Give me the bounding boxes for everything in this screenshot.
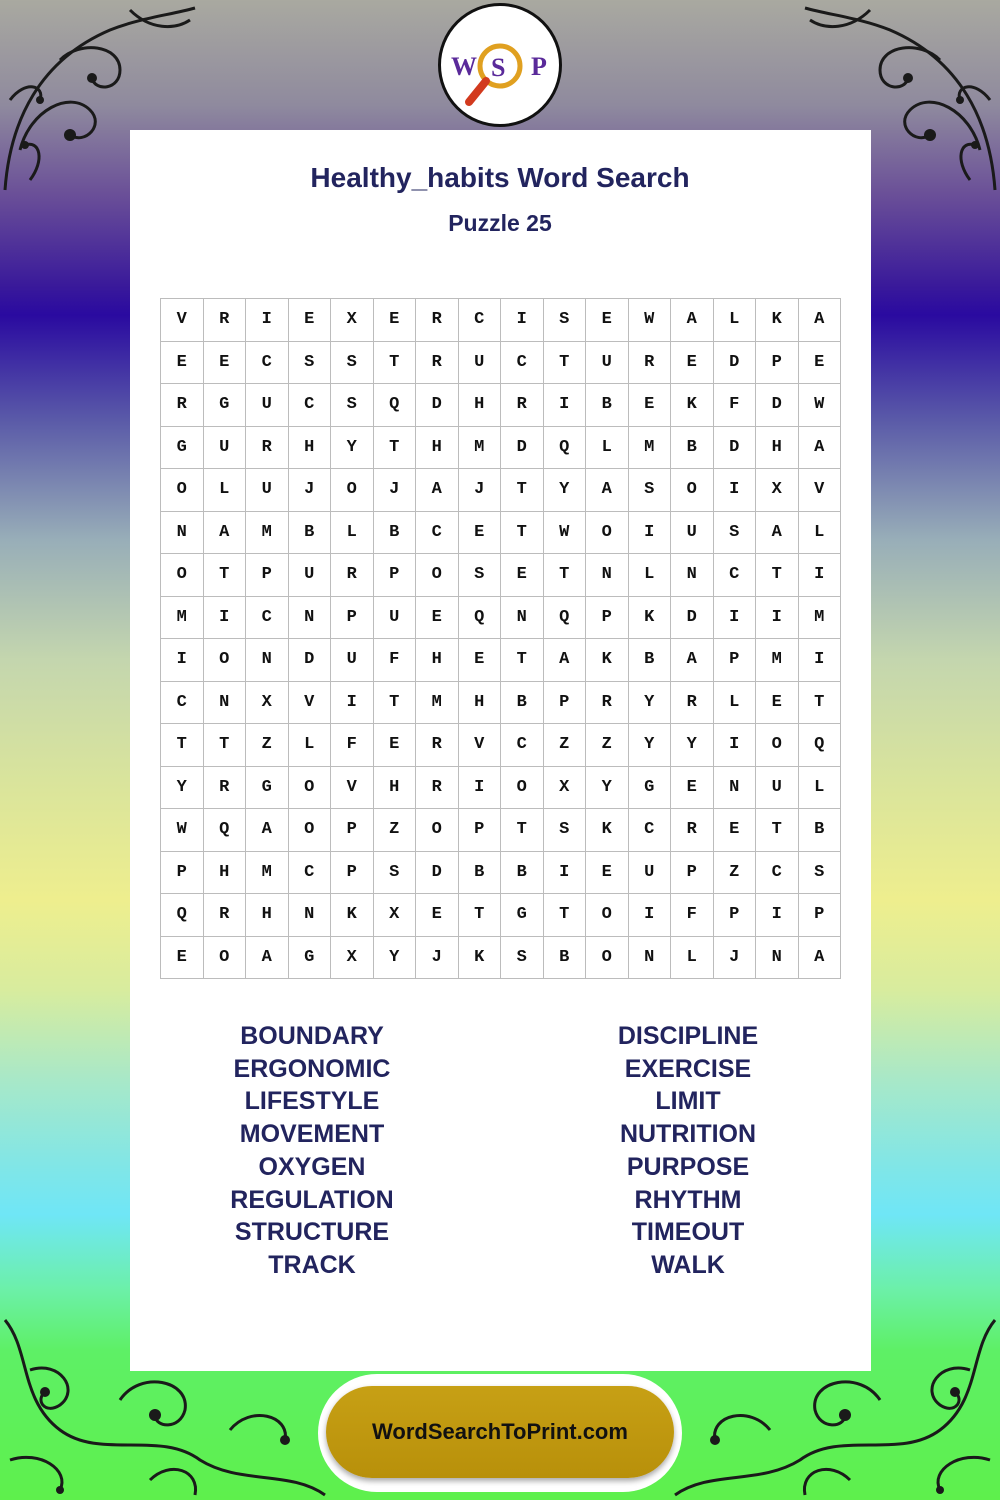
grid-cell[interactable]: R (416, 299, 459, 342)
grid-cell[interactable]: R (586, 682, 629, 725)
grid-cell[interactable]: T (204, 724, 247, 767)
grid-cell[interactable]: S (331, 384, 374, 427)
grid-cell[interactable]: D (714, 427, 757, 470)
grid-cell[interactable]: K (459, 937, 502, 980)
grid-cell[interactable]: L (629, 554, 672, 597)
grid-cell[interactable]: X (331, 299, 374, 342)
grid-cell[interactable]: S (331, 342, 374, 385)
word-item: ERGONOMIC (233, 1054, 391, 1083)
grid-cell[interactable]: P (799, 894, 842, 937)
grid-cell[interactable]: N (161, 512, 204, 555)
grid-cell[interactable]: U (246, 384, 289, 427)
grid-cell[interactable]: C (246, 342, 289, 385)
grid-cell[interactable]: I (161, 639, 204, 682)
grid-cell[interactable]: K (586, 639, 629, 682)
grid-cell[interactable]: F (714, 384, 757, 427)
grid-cell[interactable]: M (161, 597, 204, 640)
grid-cell[interactable]: Q (544, 427, 587, 470)
grid-cell[interactable]: O (416, 809, 459, 852)
grid-cell[interactable]: A (671, 299, 714, 342)
grid-cell[interactable]: L (714, 682, 757, 725)
grid-cell[interactable]: I (246, 299, 289, 342)
grid-cell[interactable]: W (161, 809, 204, 852)
grid-cell[interactable]: I (756, 597, 799, 640)
grid-cell[interactable]: Y (671, 724, 714, 767)
grid-cell[interactable]: A (544, 639, 587, 682)
grid-cell[interactable]: L (799, 767, 842, 810)
grid-cell[interactable]: H (459, 384, 502, 427)
grid-cell[interactable]: L (714, 299, 757, 342)
grid-cell[interactable]: N (246, 639, 289, 682)
grid-cell[interactable]: X (374, 894, 417, 937)
grid-cell[interactable]: U (671, 512, 714, 555)
grid-cell[interactable]: X (331, 937, 374, 980)
grid-cell[interactable]: M (756, 639, 799, 682)
grid-cell[interactable]: Y (629, 682, 672, 725)
grid-cell[interactable]: A (799, 937, 842, 980)
grid-cell[interactable]: P (374, 554, 417, 597)
grid-cell[interactable]: H (374, 767, 417, 810)
grid-cell[interactable]: R (416, 724, 459, 767)
grid-cell[interactable]: E (756, 682, 799, 725)
word-item: DISCIPLINE (617, 1022, 759, 1050)
grid-cell[interactable]: G (501, 894, 544, 937)
grid-cell[interactable]: C (246, 597, 289, 640)
grid-cell[interactable]: I (501, 299, 544, 342)
grid-cell[interactable]: N (756, 937, 799, 980)
grid-cell[interactable]: A (416, 469, 459, 512)
grid-cell[interactable]: E (374, 299, 417, 342)
wsp-logo[interactable] (438, 3, 562, 127)
grid-cell[interactable]: M (799, 597, 842, 640)
grid-cell[interactable]: D (756, 384, 799, 427)
grid-cell[interactable]: A (799, 299, 842, 342)
grid-cell[interactable]: T (374, 682, 417, 725)
grid-cell[interactable]: O (756, 724, 799, 767)
grid-cell[interactable]: S (799, 852, 842, 895)
word-item: STRUCTURE (234, 1218, 390, 1247)
grid-cell[interactable]: Q (161, 894, 204, 937)
grid-cell[interactable]: T (544, 894, 587, 937)
grid-cell[interactable]: T (501, 639, 544, 682)
word-item: RHYTHM (634, 1185, 742, 1214)
grid-cell[interactable]: U (289, 554, 332, 597)
grid-cell[interactable]: O (204, 639, 247, 682)
grid-cell[interactable]: V (459, 724, 502, 767)
grid-cell[interactable]: I (544, 852, 587, 895)
grid-cell[interactable]: C (629, 809, 672, 852)
grid-cell[interactable]: F (671, 894, 714, 937)
grid-cell[interactable]: C (161, 682, 204, 725)
grid-cell[interactable]: N (629, 937, 672, 980)
grid-cell[interactable]: R (671, 682, 714, 725)
grid-cell[interactable]: Y (629, 724, 672, 767)
word-item: BOUNDARY (240, 1022, 384, 1050)
grid-cell[interactable]: E (416, 597, 459, 640)
grid-cell[interactable]: L (671, 937, 714, 980)
grid-cell[interactable]: Y (161, 767, 204, 810)
grid-cell[interactable]: P (586, 597, 629, 640)
word-item: EXERCISE (624, 1054, 752, 1083)
grid-cell[interactable]: N (714, 767, 757, 810)
grid-cell[interactable]: R (671, 809, 714, 852)
grid-cell[interactable]: O (586, 937, 629, 980)
grid-cell[interactable]: C (416, 512, 459, 555)
grid-cell[interactable]: U (246, 469, 289, 512)
grid-cell[interactable]: T (374, 342, 417, 385)
grid-cell[interactable]: E (671, 767, 714, 810)
grid-cell[interactable]: X (544, 767, 587, 810)
grid-cell[interactable]: I (799, 554, 842, 597)
grid-cell[interactable]: Q (459, 597, 502, 640)
grid-cell[interactable]: V (331, 767, 374, 810)
grid-cell[interactable]: Q (204, 809, 247, 852)
puzzle-number: Puzzle 25 (448, 210, 552, 236)
grid-cell[interactable]: I (629, 894, 672, 937)
grid-cell[interactable]: G (246, 767, 289, 810)
grid-cell[interactable]: T (374, 427, 417, 470)
grid-cell[interactable]: B (501, 682, 544, 725)
grid-cell[interactable]: W (629, 299, 672, 342)
grid-cell[interactable]: H (204, 852, 247, 895)
grid-cell[interactable]: G (289, 937, 332, 980)
grid-cell[interactable]: I (331, 682, 374, 725)
grid-cell[interactable]: P (331, 809, 374, 852)
grid-cell[interactable]: N (586, 554, 629, 597)
grid-cell[interactable]: J (416, 937, 459, 980)
grid-cell[interactable]: D (501, 427, 544, 470)
grid-cell[interactable]: E (161, 937, 204, 980)
grid-cell[interactable]: P (331, 597, 374, 640)
grid-cell[interactable]: R (161, 384, 204, 427)
grid-cell[interactable]: T (501, 809, 544, 852)
grid-cell[interactable]: R (246, 427, 289, 470)
grid-cell[interactable]: B (374, 512, 417, 555)
grid-cell[interactable]: G (161, 427, 204, 470)
grid-cell[interactable]: T (204, 554, 247, 597)
grid-cell[interactable]: T (756, 809, 799, 852)
word-list-left (162, 1020, 462, 1282)
grid-cell[interactable]: E (629, 384, 672, 427)
grid-cell[interactable]: W (544, 512, 587, 555)
logo-letter-w: W (451, 52, 477, 81)
grid-cell[interactable]: D (714, 342, 757, 385)
grid-cell[interactable]: P (246, 554, 289, 597)
word-item: PURPOSE (626, 1152, 750, 1181)
grid-cell[interactable]: O (586, 894, 629, 937)
grid-cell[interactable]: U (629, 852, 672, 895)
grid-cell[interactable]: T (544, 342, 587, 385)
grid-cell[interactable]: T (501, 512, 544, 555)
grid-cell[interactable]: P (544, 682, 587, 725)
grid-cell[interactable]: O (161, 554, 204, 597)
grid-cell[interactable]: E (586, 299, 629, 342)
grid-cell[interactable]: E (586, 852, 629, 895)
grid-cell[interactable]: X (246, 682, 289, 725)
grid-cell[interactable]: N (204, 682, 247, 725)
grid-cell[interactable]: I (459, 767, 502, 810)
grid-cell[interactable]: Z (374, 809, 417, 852)
grid-cell[interactable]: P (714, 894, 757, 937)
grid-cell[interactable]: Z (714, 852, 757, 895)
grid-cell[interactable]: C (289, 852, 332, 895)
grid-cell[interactable]: P (671, 852, 714, 895)
grid-cell[interactable]: T (756, 554, 799, 597)
grid-cell[interactable]: O (331, 469, 374, 512)
grid-cell[interactable]: P (331, 852, 374, 895)
grid-cell[interactable]: J (374, 469, 417, 512)
grid-cell[interactable]: O (586, 512, 629, 555)
grid-cell[interactable]: O (501, 767, 544, 810)
word-item: NUTRITION (619, 1120, 757, 1149)
grid-cell[interactable]: N (671, 554, 714, 597)
grid-cell[interactable]: E (671, 342, 714, 385)
grid-cell[interactable]: E (416, 894, 459, 937)
site-link-button[interactable]: WordSearchToPrint.com (326, 1386, 674, 1478)
grid-cell[interactable]: B (501, 852, 544, 895)
grid-cell[interactable]: M (459, 427, 502, 470)
grid-cell[interactable]: T (544, 554, 587, 597)
grid-cell[interactable]: A (756, 512, 799, 555)
grid-cell[interactable]: Y (331, 427, 374, 470)
grid-cell[interactable]: I (714, 597, 757, 640)
grid-cell[interactable]: Y (374, 937, 417, 980)
grid-cell[interactable]: E (161, 342, 204, 385)
grid-cell[interactable]: Y (544, 469, 587, 512)
grid-cell[interactable]: U (374, 597, 417, 640)
grid-cell[interactable]: O (161, 469, 204, 512)
grid-cell[interactable]: R (501, 384, 544, 427)
grid-cell[interactable]: A (246, 809, 289, 852)
grid-cell[interactable]: S (544, 809, 587, 852)
grid-cell[interactable]: F (331, 724, 374, 767)
grid-cell[interactable]: I (714, 724, 757, 767)
grid-cell[interactable]: P (756, 342, 799, 385)
grid-cell[interactable]: R (204, 767, 247, 810)
grid-cell[interactable]: B (289, 512, 332, 555)
grid-cell[interactable]: A (204, 512, 247, 555)
grid-cell[interactable]: U (459, 342, 502, 385)
grid-cell[interactable]: E (501, 554, 544, 597)
word-item: LIMIT (655, 1087, 721, 1116)
grid-cell[interactable]: R (204, 894, 247, 937)
grid-cell[interactable]: A (799, 427, 842, 470)
grid-cell[interactable]: K (586, 809, 629, 852)
grid-cell[interactable]: L (204, 469, 247, 512)
grid-cell[interactable]: D (416, 384, 459, 427)
grid-cell[interactable]: N (289, 894, 332, 937)
grid-cell[interactable]: P (714, 639, 757, 682)
grid-cell[interactable]: O (671, 469, 714, 512)
grid-cell[interactable]: J (289, 469, 332, 512)
grid-cell[interactable]: I (204, 597, 247, 640)
grid-cell[interactable]: M (246, 512, 289, 555)
grid-cell[interactable]: B (799, 809, 842, 852)
grid-cell[interactable]: I (756, 894, 799, 937)
grid-cell[interactable]: C (756, 852, 799, 895)
grid-cell[interactable]: D (416, 852, 459, 895)
grid-cell[interactable]: C (459, 299, 502, 342)
grid-cell[interactable]: R (416, 342, 459, 385)
grid-cell[interactable]: H (289, 427, 332, 470)
grid-cell[interactable]: L (586, 427, 629, 470)
grid-cell[interactable]: I (544, 384, 587, 427)
grid-cell[interactable]: R (331, 554, 374, 597)
grid-cell[interactable]: A (586, 469, 629, 512)
grid-cell[interactable]: T (501, 469, 544, 512)
grid-cell[interactable]: U (756, 767, 799, 810)
grid-cell[interactable]: K (756, 299, 799, 342)
grid-cell[interactable]: M (416, 682, 459, 725)
grid-cell[interactable]: N (501, 597, 544, 640)
grid-cell[interactable]: T (799, 682, 842, 725)
grid-cell[interactable]: J (714, 937, 757, 980)
grid-cell[interactable]: B (586, 384, 629, 427)
grid-cell[interactable]: M (629, 427, 672, 470)
grid-cell[interactable]: Q (374, 384, 417, 427)
grid-cell[interactable]: C (289, 384, 332, 427)
grid-cell[interactable]: H (756, 427, 799, 470)
grid-cell[interactable]: C (501, 342, 544, 385)
grid-cell[interactable]: T (459, 894, 502, 937)
grid-cell[interactable]: H (416, 639, 459, 682)
grid-cell[interactable]: Y (586, 767, 629, 810)
grid-cell[interactable]: V (289, 682, 332, 725)
grid-cell[interactable]: G (629, 767, 672, 810)
grid-cell[interactable]: I (629, 512, 672, 555)
grid-cell[interactable]: K (629, 597, 672, 640)
word-item: TIMEOUT (631, 1218, 745, 1247)
grid-cell[interactable]: P (161, 852, 204, 895)
grid-cell[interactable]: S (459, 554, 502, 597)
grid-cell[interactable]: O (416, 554, 459, 597)
grid-cell[interactable]: E (459, 512, 502, 555)
grid-cell[interactable]: H (416, 427, 459, 470)
grid-cell[interactable]: E (799, 342, 842, 385)
grid-cell[interactable]: S (501, 937, 544, 980)
word-list-right (538, 1020, 838, 1282)
grid-cell[interactable]: U (586, 342, 629, 385)
grid-cell[interactable]: L (289, 724, 332, 767)
grid-cell[interactable]: A (246, 937, 289, 980)
grid-cell[interactable]: B (544, 937, 587, 980)
grid-cell[interactable]: J (459, 469, 502, 512)
grid-cell[interactable]: V (161, 299, 204, 342)
grid-cell[interactable]: U (204, 427, 247, 470)
grid-cell[interactable]: K (671, 384, 714, 427)
grid-cell[interactable]: I (799, 639, 842, 682)
grid-cell[interactable]: H (459, 682, 502, 725)
letter-grid (160, 298, 841, 979)
grid-cell[interactable]: L (799, 512, 842, 555)
grid-cell[interactable]: Z (544, 724, 587, 767)
grid-cell[interactable]: S (544, 299, 587, 342)
grid-cell[interactable]: W (799, 384, 842, 427)
grid-cell[interactable]: B (671, 427, 714, 470)
grid-cell[interactable]: S (374, 852, 417, 895)
grid-cell[interactable]: B (629, 639, 672, 682)
grid-cell[interactable]: Z (246, 724, 289, 767)
grid-cell[interactable]: X (756, 469, 799, 512)
grid-cell[interactable]: Q (799, 724, 842, 767)
grid-cell[interactable]: D (289, 639, 332, 682)
word-item: TRACK (268, 1250, 356, 1279)
word-item: MOVEMENT (239, 1120, 385, 1149)
grid-cell[interactable]: S (289, 342, 332, 385)
grid-cell[interactable]: M (246, 852, 289, 895)
grid-cell[interactable]: Q (544, 597, 587, 640)
word-item: REGULATION (230, 1185, 394, 1214)
grid-cell[interactable]: T (161, 724, 204, 767)
grid-cell[interactable]: I (714, 469, 757, 512)
grid-cell[interactable]: O (289, 767, 332, 810)
grid-cell[interactable]: C (501, 724, 544, 767)
grid-cell[interactable]: D (671, 597, 714, 640)
grid-cell[interactable]: E (204, 342, 247, 385)
grid-cell[interactable]: N (289, 597, 332, 640)
logo-letter-p: P (531, 52, 547, 81)
grid-cell[interactable]: O (289, 809, 332, 852)
grid-cell[interactable]: R (416, 767, 459, 810)
grid-cell[interactable]: E (374, 724, 417, 767)
grid-cell[interactable]: K (331, 894, 374, 937)
grid-cell[interactable]: Z (586, 724, 629, 767)
grid-cell[interactable]: S (714, 512, 757, 555)
grid-cell[interactable]: R (204, 299, 247, 342)
grid-cell[interactable]: G (204, 384, 247, 427)
logo-letter-s: S (491, 53, 506, 82)
grid-cell[interactable]: F (374, 639, 417, 682)
grid-cell[interactable]: E (459, 639, 502, 682)
grid-cell[interactable]: E (714, 809, 757, 852)
page-title: Healthy_habits Word Search (310, 162, 690, 193)
grid-cell[interactable]: O (204, 937, 247, 980)
grid-cell[interactable]: R (629, 342, 672, 385)
grid-cell[interactable]: C (714, 554, 757, 597)
grid-cell[interactable]: B (459, 852, 502, 895)
grid-cell[interactable]: V (799, 469, 842, 512)
grid-cell[interactable]: L (331, 512, 374, 555)
grid-cell[interactable]: U (331, 639, 374, 682)
word-item: LIFESTYLE (244, 1087, 380, 1116)
grid-cell[interactable]: S (629, 469, 672, 512)
grid-cell[interactable]: E (289, 299, 332, 342)
word-item: OXYGEN (258, 1152, 366, 1181)
grid-cell[interactable]: P (459, 809, 502, 852)
grid-cell[interactable]: H (246, 894, 289, 937)
grid-cell[interactable]: A (671, 639, 714, 682)
word-item: WALK (651, 1250, 725, 1279)
